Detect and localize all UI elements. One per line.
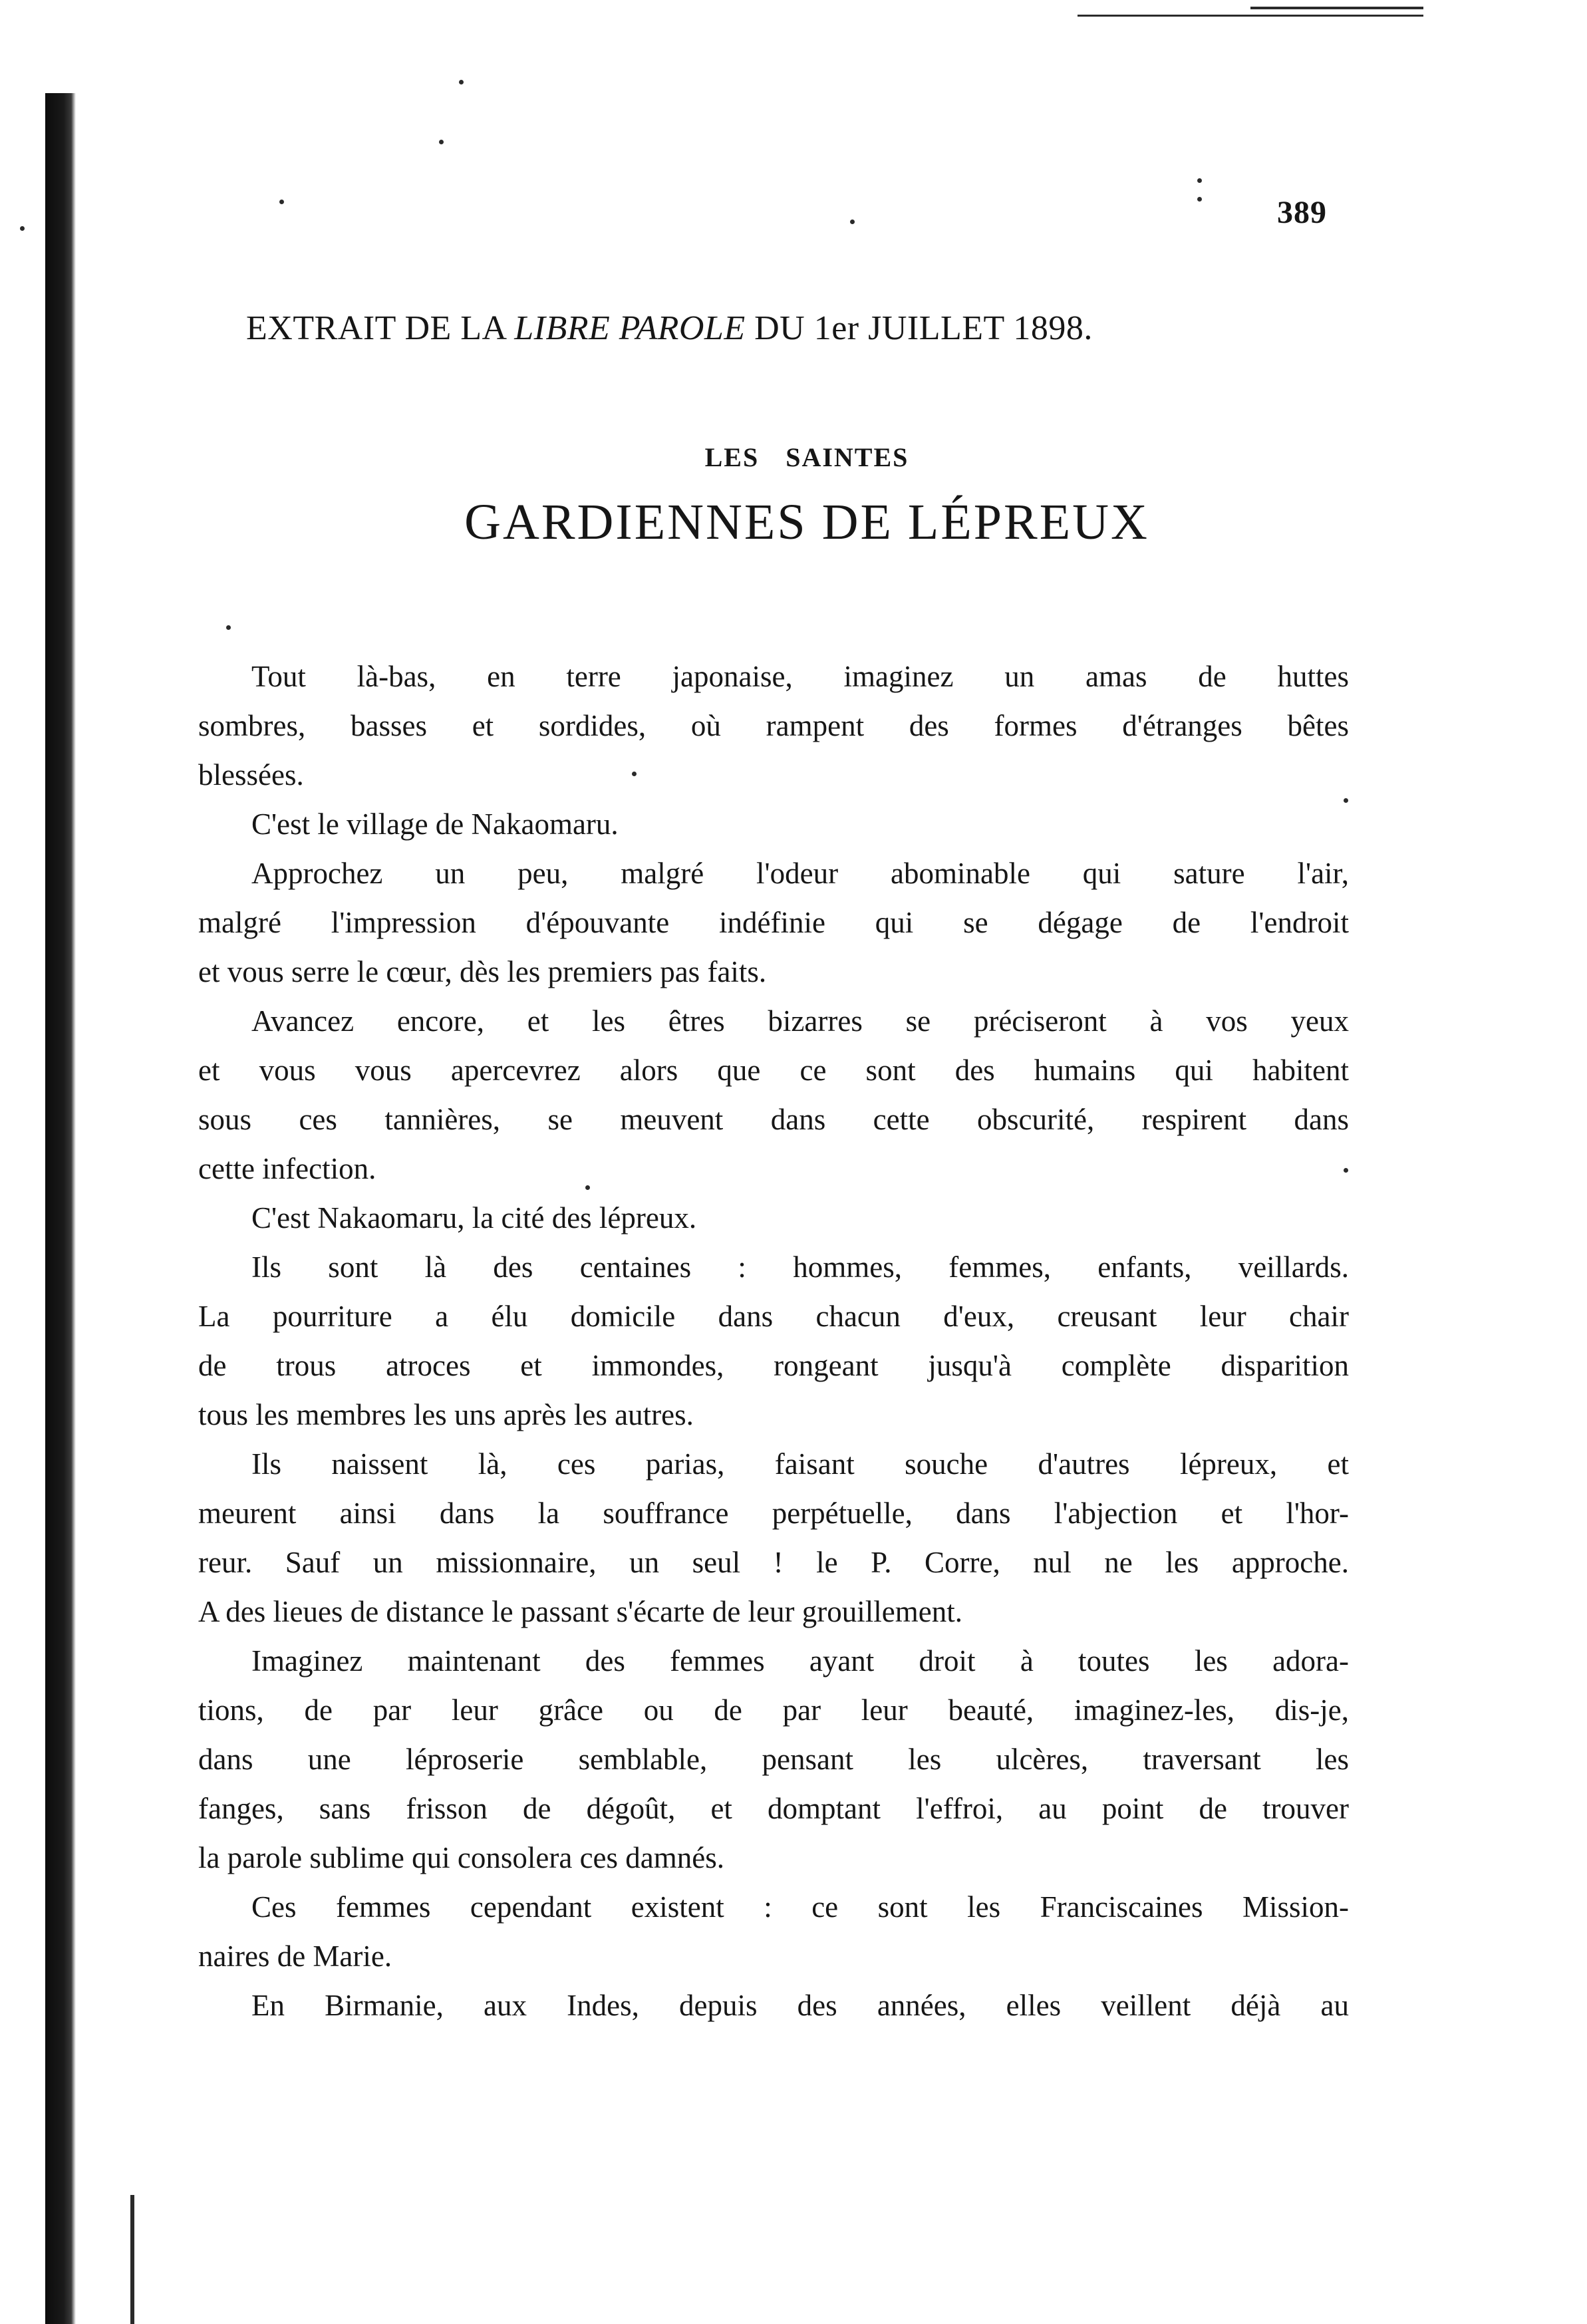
text-line: Approchez un peu, malgré l'odeur abominable qui sature l'air, [251, 857, 1349, 890]
text-line: En Birmanie, aux Indes, depuis des années, elles veillent déjà au [251, 1989, 1349, 2022]
binding-edge [45, 93, 76, 2324]
text-line: Avancez encore, et les êtres bizarres se préciseront à vos yeux [251, 1004, 1349, 1038]
scan-speck [850, 219, 855, 224]
top-rule-upper [1250, 7, 1423, 9]
extract-title-date: DU 1er JUILLET 1898. [745, 309, 1093, 347]
text-line: reur. Sauf un missionnaire, un seul ! le P. Corre, nul ne les approche. [198, 1546, 1349, 1579]
text-line: Ils naissent là, ces parias, faisant souche d'autres lépreux, et [251, 1447, 1349, 1481]
text-line: tous les membres les uns après les autres. [198, 1398, 694, 1431]
text-line: et vous vous apercevrez alors que ce sont des humains qui habitent [198, 1054, 1349, 1087]
text-line: de trous atroces et immondes, rongeant jusqu'à complète disparition [198, 1349, 1349, 1382]
text-line: sous ces tannières, se meuvent dans cette obscurité, respirent dans [198, 1103, 1349, 1136]
newspaper-name: LIBRE PAROLE [514, 309, 746, 347]
scan-speck [20, 226, 25, 231]
text-line: Tout là-bas, en terre japonaise, imaginez un amas de huttes [251, 660, 1349, 693]
scan-speck [1197, 178, 1202, 183]
scan-speck [459, 80, 464, 84]
article-kicker [0, 442, 1587, 473]
scan-speck [226, 625, 231, 630]
page-number: 389 [1277, 195, 1327, 230]
scan-speck [1197, 197, 1202, 202]
text-line: Imaginez maintenant des femmes ayant droit à toutes les adora- [251, 1644, 1349, 1677]
text-line: fanges, sans frisson de dégoût, et domptant l'effroi, au point de trouver [198, 1792, 1349, 1825]
text-line: La pourriture a élu domicile dans chacun d'eux, creusant leur chair [198, 1300, 1349, 1333]
kicker-word: LES [704, 442, 760, 472]
binding-shadow [130, 2195, 134, 2324]
top-rule [1078, 7, 1423, 20]
scan-speck [439, 140, 444, 144]
text-line: meurent ainsi dans la souffrance perpétuelle, dans l'abjection et l'hor- [198, 1497, 1349, 1530]
text-line: dans une léproserie semblable, pensant les ulcères, traversant les [198, 1743, 1349, 1776]
scan-speck [279, 200, 284, 204]
text-line: la parole sublime qui consolera ces damnés. [198, 1841, 724, 1874]
extract-title-prefix: EXTRAIT DE LA [246, 309, 515, 347]
text-line: sombres, basses et sordides, où rampent des formes d'étranges bêtes [198, 709, 1349, 742]
text-line: C'est le village de Nakaomaru. [251, 807, 619, 841]
extract-title [246, 309, 1377, 348]
text-line: Ces femmes cependant existent : ce sont les Franciscaines Mission- [251, 1890, 1349, 1924]
text-line: naires de Marie. [198, 1940, 392, 1973]
text-line: tions, de par leur grâce ou de par leur beauté, imaginez-les, dis-je, [198, 1693, 1349, 1727]
article-body [198, 652, 1349, 2030]
text-line: A des lieues de distance le passant s'écarte de leur grouillement. [198, 1595, 962, 1628]
kicker-word: SAINTES [786, 442, 909, 472]
text-line: et vous serre le cœur, dès les premiers pas faits. [198, 955, 767, 988]
text-line: Ils sont là des centaines : hommes, femmes, enfants, veillards. [251, 1250, 1349, 1284]
text-line: C'est Nakaomaru, la cité des lépreux. [251, 1201, 697, 1235]
text-line: cette infection. [198, 1152, 376, 1185]
text-line: blessées. [198, 758, 304, 792]
article-headline: GARDIENNES DE LÉPREUX [464, 494, 1149, 550]
top-rule-lower [1078, 15, 1423, 17]
text-line: malgré l'impression d'épouvante indéfinie qui se dégage de l'endroit [198, 906, 1349, 939]
